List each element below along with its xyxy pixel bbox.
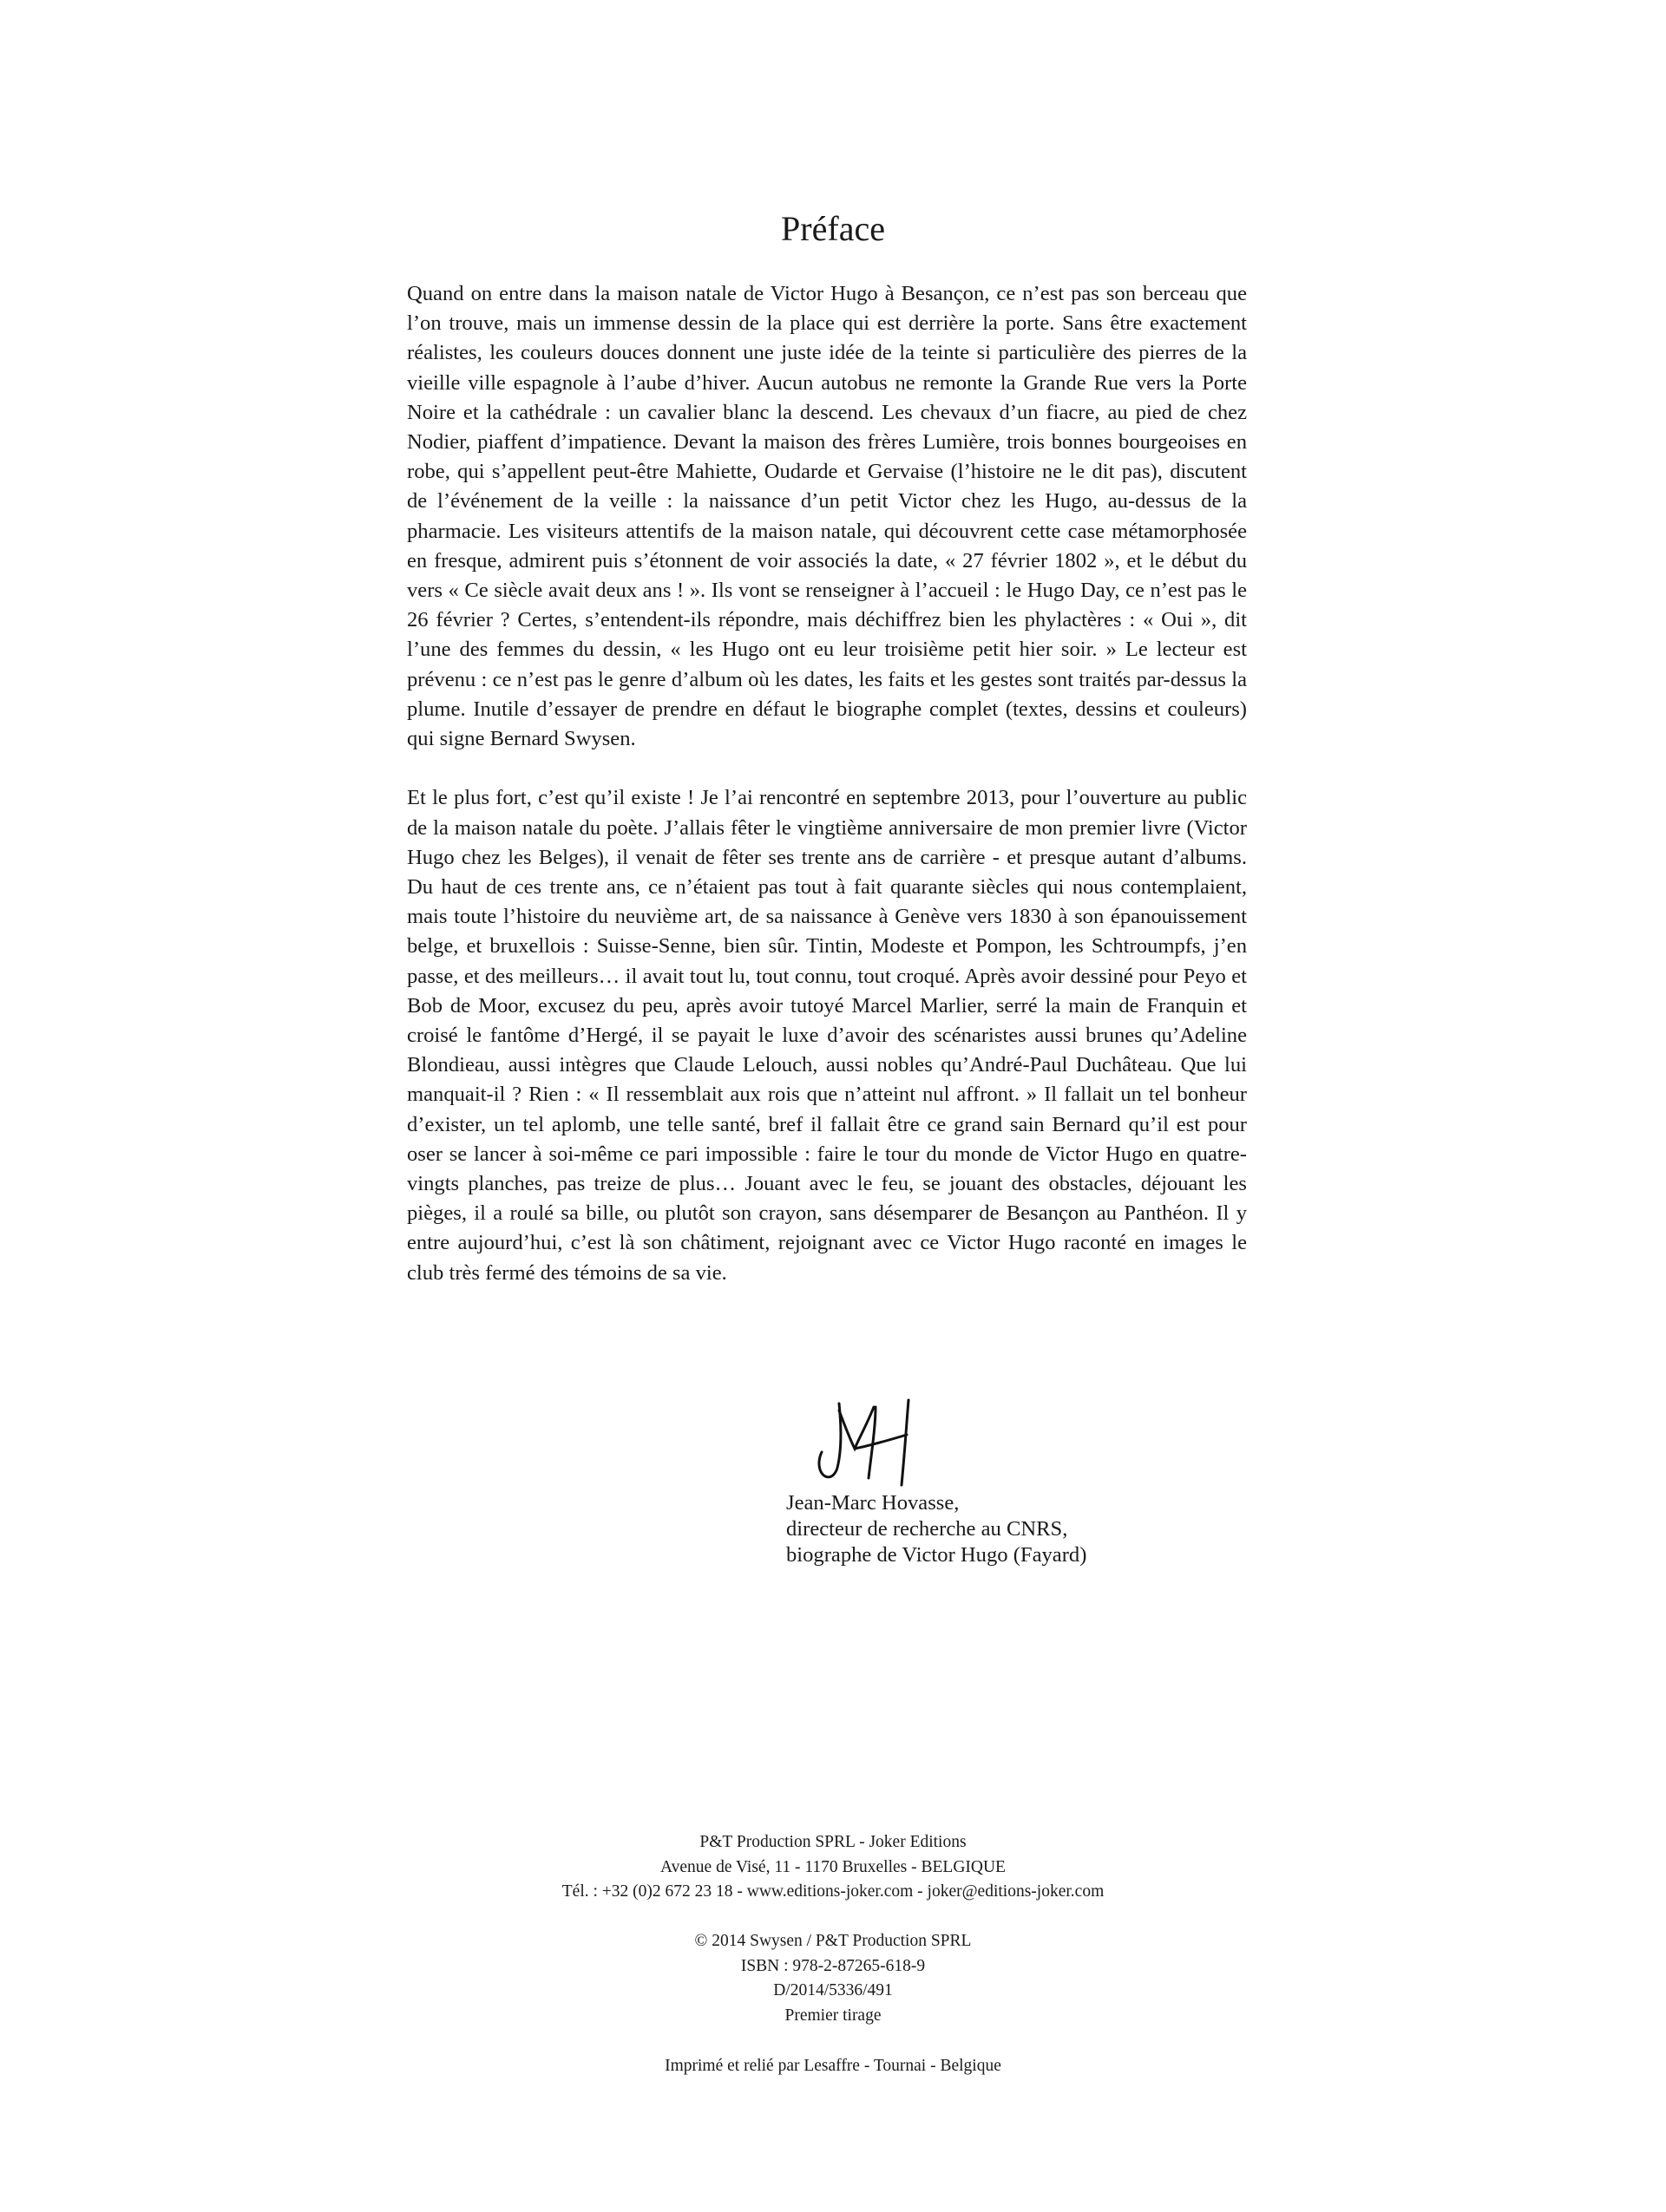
- author-credit: biographe de Victor Hugo (Fayard): [786, 1543, 1087, 1567]
- handwritten-signature: [803, 1395, 933, 1490]
- colophon-publisher: [0, 1830, 1666, 1905]
- publisher-address: Avenue de Visé, 11 - 1170 Bruxelles - BELGIQUE: [660, 1857, 1006, 1876]
- copyright-line: © 2014 Swysen / P&T Production SPRL: [694, 1932, 972, 1950]
- preface-paragraph-2: Et le plus fort, c’est qu’il existe ! Je l’ai rencontré en septembre 2013, pour l’ouverture au public de la maison natale du poète. J’allais fêter le vingtième anniversaire de mon premier livre (Victor Hugo chez les Belges), il venait de fêter ses trente ans de carrière - et presque autant d’albums. Du haut de ces trente ans, ce n’étaient pas tout à fait quarante siècles qui nous contemplaient, mais toute l’histoire du neuvième art, de sa naissance à Genève vers 1830 à son épanouissement belge, et bruxellois : Suisse-Senne, bien sûr. Tintin, Modeste et Pompon, les Schtroumpfs, j’en passe, et des meilleurs… il avait tout lu, tout connu, tout croqué. Après avoir dessiné pour Peyo et Bob de Moor, excusez du peu, après avoir tutoyé Marcel Marlier, serré la main de Franquin et croisé le fantôme d’Hergé, il se payait le luxe d’avoir des scénaristes aussi brunes qu’Adeline Blondieau, aussi intègres que Claude Lelouch, aussi nobles qu’André-Paul Duchâteau. Que lui manquait-il ? Rien : « Il ressemblait aux rois que n’atteint nul affront. » Il fallait un tel bonheur d’exister, un tel aplomb, une telle santé, bref il fallait être ce grand sain Bernard qu’il est pour oser se lancer à soi-même ce pari impossible : faire le tour du monde de Victor Hugo en quatre-vingts planches, pas treize de plus… Jouant avec le feu, se jouant des obstacles, déjouant les pièges, il a roulé sa bille, ou plutôt son crayon, sans désemparer de Besançon au Panthéon. Il y entre aujourd’hui, c’est là son châtiment, rejoignant avec ce Victor Hugo raconté en images le club très fermé des témoins de sa vie.: [407, 786, 1247, 1285]
- printer-line: Imprimé et relié par Lesaffre - Tournai - Belgique: [665, 2057, 1001, 2075]
- signature-block: [786, 1490, 1086, 1568]
- author-role: directeur de recherche au CNRS,: [786, 1517, 1068, 1541]
- colophon-printer: [0, 2054, 1666, 2079]
- isbn-line: ISBN : 978-2-87265-618-9: [740, 1956, 926, 1975]
- printing-line: Premier tirage: [784, 2006, 882, 2025]
- author-name: Jean-Marc Hovasse,: [786, 1491, 960, 1515]
- legal-deposit-line: D/2014/5336/491: [773, 1981, 893, 1999]
- publisher-contact: Tél. : +32 (0)2 672 23 18 - www.editions-joker.com - joker@editions-joker.com: [561, 1882, 1105, 1901]
- publisher-name: P&T Production SPRL - Joker Editions: [699, 1833, 967, 1851]
- colophon-rights: [0, 1929, 1666, 2028]
- page-title: Préface: [781, 209, 885, 248]
- preface-paragraph-1: Quand on entre dans la maison natale de Victor Hugo à Besançon, ce n’est pas son berceau que l’on trouve, mais un immense dessin de la place qui est derrière la porte. Sans être exactement réalistes, les couleurs douces donnent une juste idée de la teinte si particulière des pierres de la vieille ville espagnole à l’aube d’hiver. Aucun autobus ne remonte la Grande Rue vers la Porte Noire et la cathédrale : un cavalier blanc la descend. Les chevaux d’un fiacre, au pied de chez Nodier, piaffent d’impatience. Devant la maison des frères Lumière, trois bonnes bourgeoises en robe, qui s’appellent peut-être Mahiette, Oudarde et Gervaise (l’histoire ne le dit pas), discutent de l’événement de la veille : la naissance d’un petit Victor chez les Hugo, au-dessus de la pharmacie. Les visiteurs attentifs de la maison natale, qui découvrent cette case métamorphosée en fresque, admirent puis s’étonnent de voir associés la date, « 27 février 1802 », et le début du vers « Ce siècle avait deux ans ! ». Ils vont se renseigner à l’accueil : le Hugo Day, ce n’est pas le 26 février ? Certes, s’entendent-ils répondre, mais déchiffrez bien les phylactères : « Oui », dit l’une des femmes du dessin, « les Hugo ont eu leur troisième petit hier soir. » Le lecteur est prévenu : ce n’est pas le genre d’album où les dates, les faits et les gestes sont traités par-dessus la plume. Inutile d’essayer de prendre en défaut le biographe complet (textes, dessins et couleurs) qui signe Bernard Swysen.: [407, 282, 1247, 751]
- preface-body: [407, 279, 1247, 1288]
